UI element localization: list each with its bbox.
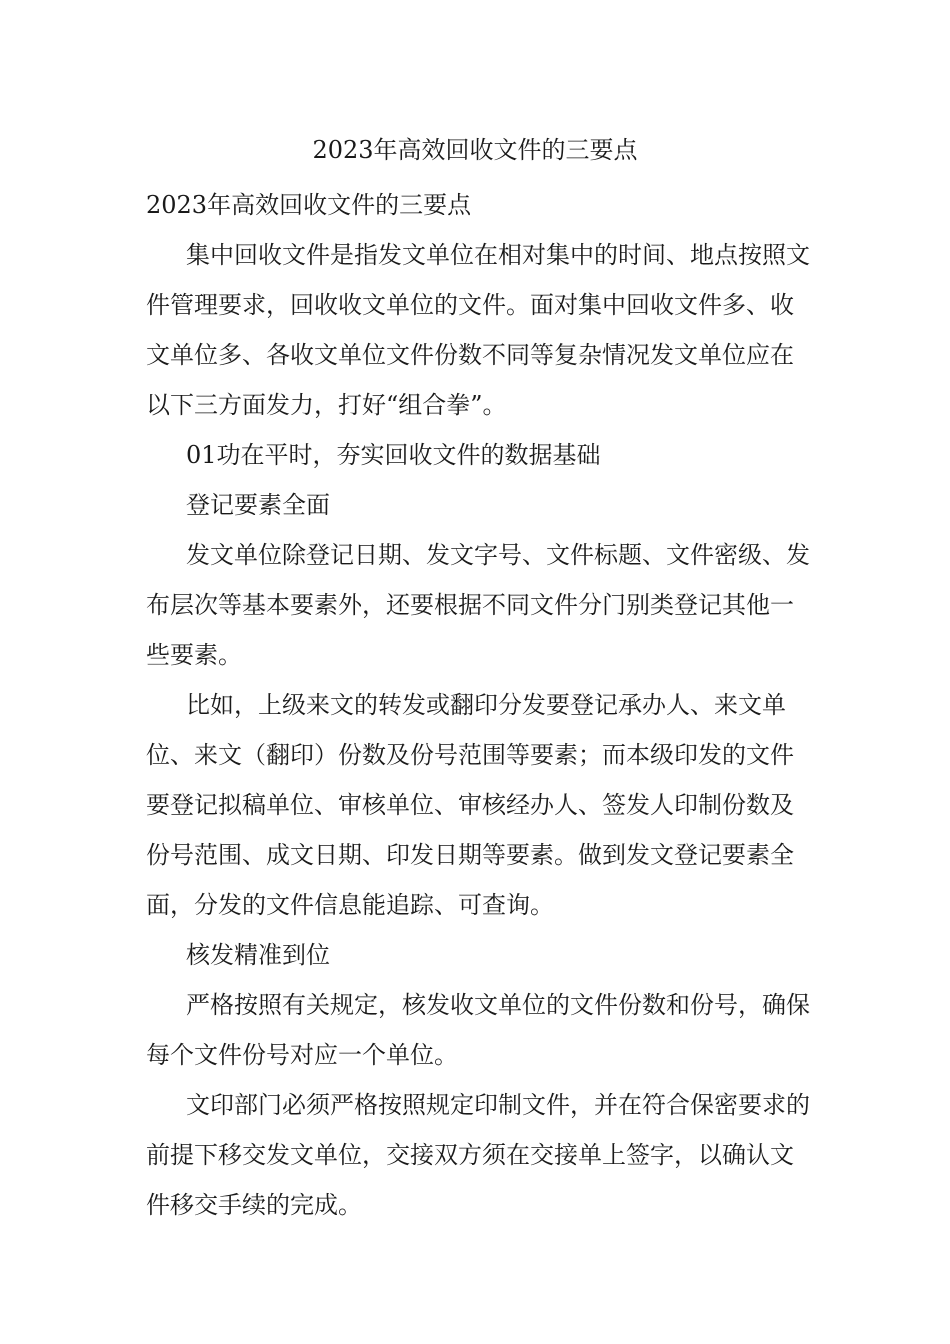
paragraph-example: 比如，上级来文的转发或翻印分发要登记承办人、来文单位、来文（翻印）份数及份号范围等要素；而本级印发的文件要登记拟稿单位、审核单位、审核经办人、签发人印制份数及份号范围、成文日期、印发日期等要素。做到发文登记要素全面，分发的文件信息能追踪、可查询。	[146, 691, 794, 919]
paragraph-intro: 集中回收文件是指发文单位在相对集中的时间、地点按照文件管理要求，回收收文单位的文件。面对集中回收文件多、收文单位多、各收文单位文件份数不同等复杂情况发文单位应在以下三方面发力，打好“组合拳”。	[146, 241, 810, 419]
section-heading-01: 01功在平时，夯实回收文件的数据基础	[186, 441, 601, 469]
document-body	[146, 180, 811, 1230]
subheading-distribution: 核发精准到位	[186, 941, 330, 969]
paragraph-registration: 发文单位除登记日期、发文字号、文件标题、文件密级、发布层次等基本要素外，还要根据不同文件分门别类登记其他一些要素。	[146, 541, 810, 669]
document-subtitle: 2023年高效回收文件的三要点	[146, 191, 472, 219]
subheading-registration: 登记要素全面	[186, 491, 330, 519]
paragraph-printing: 文印部门必须严格按照规定印制文件，并在符合保密要求的前提下移交发文单位，交接双方须在交接单上签字，以确认文件移交手续的完成。	[146, 1091, 810, 1219]
document-title: 2023年高效回收文件的三要点	[312, 136, 638, 164]
paragraph-distribution: 严格按照有关规定，核发收文单位的文件份数和份号，确保每个文件份号对应一个单位。	[146, 991, 810, 1069]
